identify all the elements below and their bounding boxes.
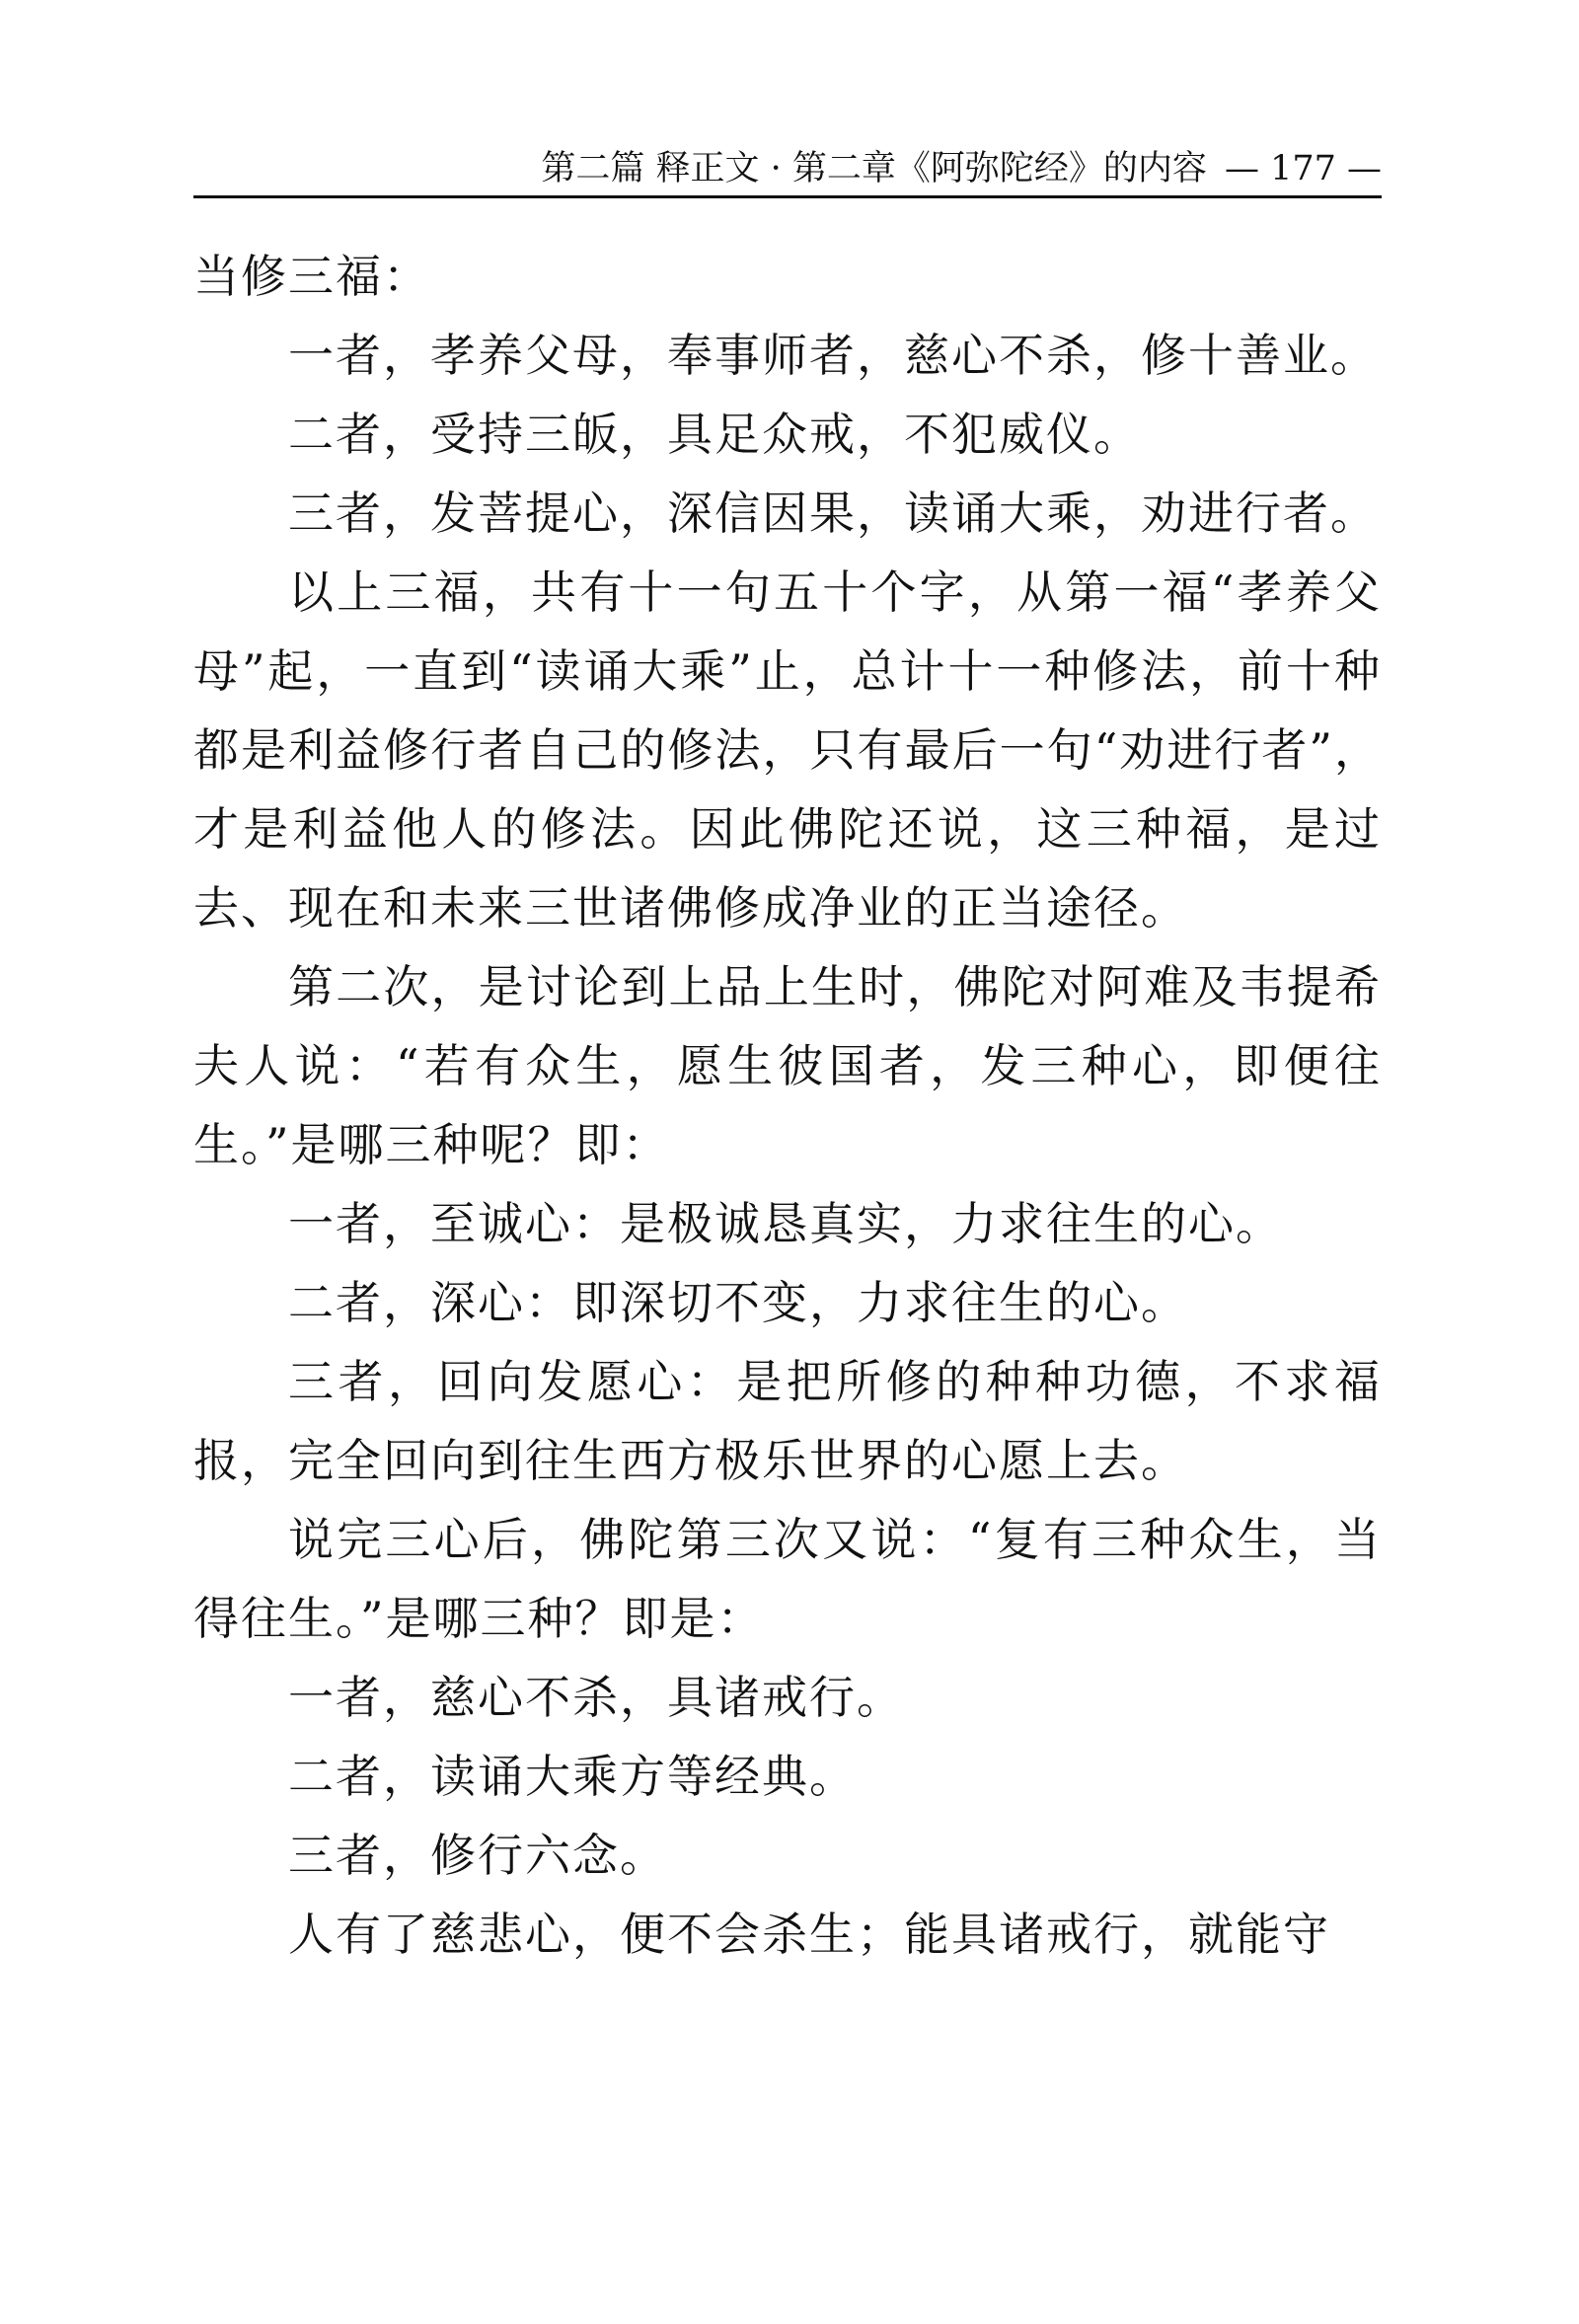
paragraph-intro: 当修三福： (193, 250, 430, 303)
paragraph-closing: 人有了慈悲心，便不会杀生；能具诸戒行，就能守 (288, 1908, 1330, 1961)
running-header (193, 144, 1382, 198)
paragraph-third-blessing: 三者，发菩提心，深信因果，读诵大乘，劝进行者。 (288, 487, 1378, 540)
paragraph-compassion: 一者，慈心不杀，具诸戒行。 (288, 1671, 904, 1724)
paragraph-third-occasion: 说完三心后，佛陀第三次又说：“复有三种众生，当得往生。”是哪三种？即是： (193, 1513, 1382, 1645)
paragraph-sutra-recitation: 二者，读诵大乘方等经典。 (288, 1750, 857, 1803)
paragraph-dedication-mind: 三者，回向发愿心：是把所修的种种功德，不求福报，完全回向到往生西方极乐世界的心愿上去。 (193, 1355, 1382, 1487)
body-text (193, 237, 1382, 1974)
paragraph-second-occasion: 第二次，是讨论到上品上生时，佛陀对阿难及韦提希夫人说：“若有众生，愿生彼国者，发三种心，即便往生。”是哪三种呢？即： (193, 960, 1382, 1171)
paragraph-six-recollections: 三者，修行六念。 (288, 1829, 667, 1882)
paragraph-sincere-mind: 一者，至诚心：是极诚恳真实，力求往生的心。 (288, 1197, 1283, 1250)
page-number: — 177 — (1224, 149, 1382, 188)
paragraph-three-blessings-summary: 以上三福，共有十一句五十个字，从第一福“孝养父母”起，一直到“读诵大乘”止，总计十一种修法，前十种都是利益修行者自己的修法，只有最后一句“劝进行者”，才是利益他人的修法。因此佛陀还说，这三种福，是过去、现在和未来三世诸佛修成净业的正当途径。 (193, 565, 1382, 935)
running-title: 第二篇 释正文 · 第二章《阿弥陀经》的内容 (541, 149, 1207, 188)
paragraph-deep-mind: 二者，深心：即深切不变，力求往生的心。 (288, 1276, 1188, 1329)
paragraph-first-blessing: 一者，孝养父母，奉事师者，慈心不杀，修十善业。 (288, 329, 1378, 382)
paragraph-second-blessing: 二者，受持三皈，具足众戒，不犯威仪。 (288, 408, 1141, 461)
